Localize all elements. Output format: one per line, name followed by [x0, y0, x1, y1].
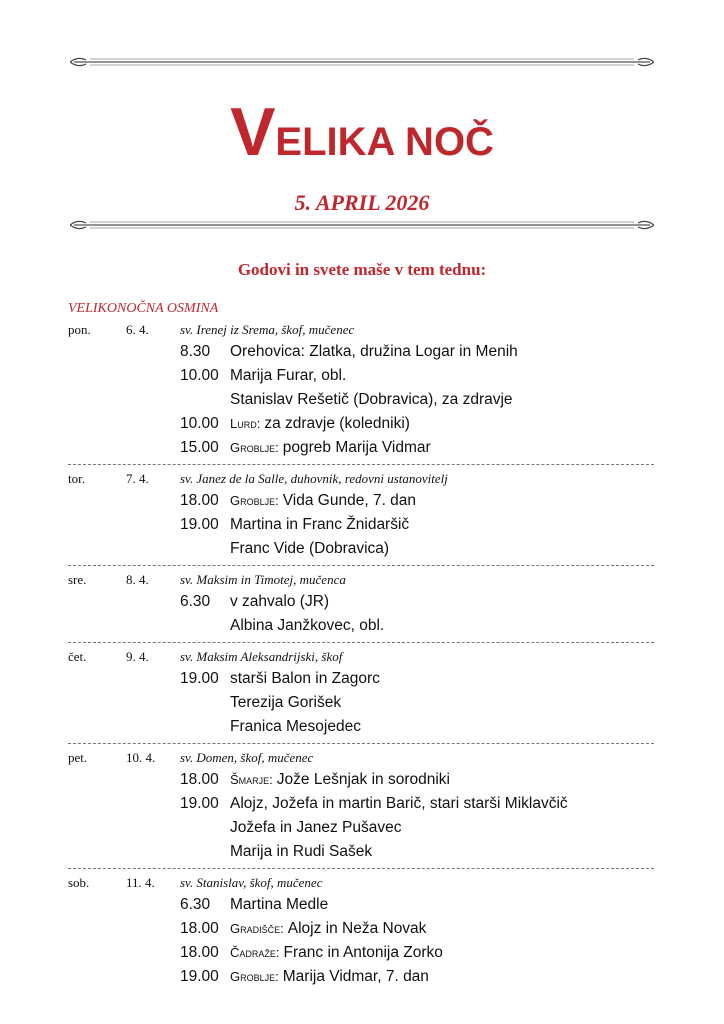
date-line: 5. APRIL 2026: [294, 190, 430, 215]
day-name: pet.: [68, 750, 88, 765]
day-header: [68, 320, 654, 340]
day-header: [68, 570, 654, 590]
mass-text: [230, 537, 389, 561]
mass-intention: Martina in Franc Žnidaršič: [230, 516, 410, 533]
mass-intention: Franc Vide (Dobravica): [230, 540, 390, 557]
page-title: [0, 94, 724, 170]
day-date: 8. 4.: [126, 572, 149, 587]
mass-time: 19.00: [180, 795, 219, 812]
title-initial: V: [230, 94, 276, 170]
mass-intention: Marija Vidmar, 7. dan: [282, 968, 429, 985]
mass-row: [68, 412, 654, 436]
mass-time: 10.00: [180, 415, 219, 432]
day-date: 6. 4.: [126, 322, 149, 337]
day-header: [68, 873, 654, 893]
mass-intention: Marija Furar, obl.: [230, 367, 347, 384]
bottom-ornament-divider: [70, 218, 654, 232]
mass-text: [230, 715, 361, 739]
mass-intention: Martina Medle: [230, 896, 329, 913]
mass-time: 19.00: [180, 968, 219, 985]
mass-text: [230, 941, 443, 965]
mass-row: [68, 614, 654, 638]
mass-row: [68, 590, 654, 614]
mass-text: [230, 691, 341, 715]
mass-intention: starši Balon in Zagorc: [230, 670, 380, 687]
subtitle: Godovi in svete maše v tem tednu:: [237, 260, 487, 279]
mass-time: [180, 614, 230, 638]
mass-text: [230, 412, 410, 436]
day-date: 9. 4.: [126, 649, 149, 664]
mass-text: [230, 667, 380, 691]
mass-row: [68, 816, 654, 840]
mass-row: [68, 917, 654, 941]
mass-text: [230, 489, 416, 513]
mass-location: Groblje:: [230, 969, 279, 984]
mass-time: 19.00: [180, 670, 219, 687]
mass-text: [230, 614, 384, 638]
mass-row: [68, 513, 654, 537]
mass-location: Gradišče:: [230, 921, 284, 936]
mass-intention: v zahvalo (JR): [230, 593, 330, 610]
mass-row: [68, 792, 654, 816]
mass-time: [180, 537, 230, 561]
mass-text: [230, 965, 429, 989]
title-rest: ELIKA NOČ: [275, 120, 494, 164]
mass-row: [68, 965, 654, 989]
mass-text: [230, 388, 513, 412]
mass-intention: pogreb Marija Vidmar: [282, 439, 431, 456]
mass-time: 18.00: [180, 492, 219, 509]
mass-row: [68, 388, 654, 412]
mass-time: [180, 691, 230, 715]
mass-location: Groblje:: [230, 440, 279, 455]
day-date: 10. 4.: [126, 750, 156, 765]
saint-of-day: sv. Janez de la Salle, duhovnik, redovni ustanovitelj: [180, 471, 448, 486]
day-header: [68, 469, 654, 489]
day-list: [68, 320, 654, 993]
mass-text: [230, 436, 431, 460]
mass-text: [230, 768, 450, 792]
mass-time: 8.30: [180, 343, 211, 360]
saint-of-day: sv. Stanislav, škof, mučenec: [180, 875, 323, 890]
mass-intention: za zdravje (koledniki): [264, 415, 410, 432]
day-block: [68, 570, 654, 643]
day-name: sob.: [68, 875, 90, 890]
saint-of-day: sv. Domen, škof, mučenec: [180, 750, 314, 765]
mass-time: [180, 388, 230, 412]
mass-time: 15.00: [180, 439, 219, 456]
mass-intention: Vida Gunde, 7. dan: [282, 492, 417, 509]
day-block: [68, 320, 654, 465]
mass-time: 18.00: [180, 920, 219, 937]
mass-row: [68, 715, 654, 739]
mass-text: [230, 513, 409, 537]
saint-of-day: sv. Irenej iz Srema, škof, mučenec: [180, 322, 355, 337]
day-block: [68, 469, 654, 566]
mass-text: [230, 340, 518, 364]
mass-intention: Albina Janžkovec, obl.: [230, 617, 385, 634]
mass-location: Lurd:: [230, 416, 261, 431]
mass-intention: Jože Lešnjak in sorodniki: [276, 771, 450, 788]
mass-intention: Stanislav Rešetič (Dobravica), za zdravje: [230, 391, 513, 408]
day-date: 7. 4.: [126, 471, 149, 486]
mass-text: [230, 840, 372, 864]
saint-of-day: sv. Maksim Aleksandrijski, škof: [180, 649, 343, 664]
mass-text: [230, 364, 346, 388]
mass-time: [180, 816, 230, 840]
mass-time: 10.00: [180, 367, 219, 384]
mass-row: [68, 667, 654, 691]
mass-time: 6.30: [180, 896, 211, 913]
mass-text: [230, 792, 568, 816]
mass-location: Čadraže:: [230, 945, 280, 960]
top-ornament-divider: [70, 55, 654, 69]
saint-of-day: sv. Maksim in Timotej, mučenca: [180, 572, 346, 587]
day-name: sre.: [68, 572, 87, 587]
mass-intention: Alojz, Jožefa in martin Barič, stari starši Miklavčič: [230, 795, 568, 812]
day-header: [68, 748, 654, 768]
section-title: VELIKONOČNA OSMINA: [68, 301, 219, 316]
mass-intention: Alojz in Neža Novak: [287, 920, 427, 937]
mass-row: [68, 364, 654, 388]
mass-row: [68, 893, 654, 917]
day-name: tor.: [68, 471, 85, 486]
mass-intention: Franc in Antonija Zorko: [283, 944, 443, 961]
mass-intention: Jožefa in Janez Pušavec: [230, 819, 402, 836]
day-name: čet.: [68, 649, 87, 664]
mass-location: Groblje:: [230, 493, 279, 508]
mass-intention: Franica Mesojedec: [230, 718, 361, 735]
mass-time: 19.00: [180, 516, 219, 533]
mass-time: 18.00: [180, 944, 219, 961]
mass-text: [230, 816, 401, 840]
mass-intention: Marija in Rudi Sašek: [230, 843, 373, 860]
mass-row: [68, 941, 654, 965]
mass-row: [68, 340, 654, 364]
mass-location: Šmarje:: [230, 772, 273, 787]
mass-row: [68, 691, 654, 715]
mass-row: [68, 489, 654, 513]
mass-time: 18.00: [180, 771, 219, 788]
mass-text: [230, 590, 329, 614]
day-block: [68, 873, 654, 993]
day-header: [68, 647, 654, 667]
mass-time: [180, 840, 230, 864]
mass-row: [68, 436, 654, 460]
day-date: 11. 4.: [126, 875, 155, 890]
schedule: [68, 298, 654, 997]
day-block: [68, 647, 654, 744]
mass-time: 6.30: [180, 593, 211, 610]
mass-row: [68, 840, 654, 864]
mass-row: [68, 768, 654, 792]
mass-intention: Orehovica: Zlatka, družina Logar in Menih: [230, 343, 518, 360]
mass-text: [230, 917, 426, 941]
mass-intention: Terezija Gorišek: [230, 694, 342, 711]
mass-text: [230, 893, 328, 917]
mass-row: [68, 537, 654, 561]
day-name: pon.: [68, 322, 91, 337]
mass-time: [180, 715, 230, 739]
day-block: [68, 748, 654, 869]
